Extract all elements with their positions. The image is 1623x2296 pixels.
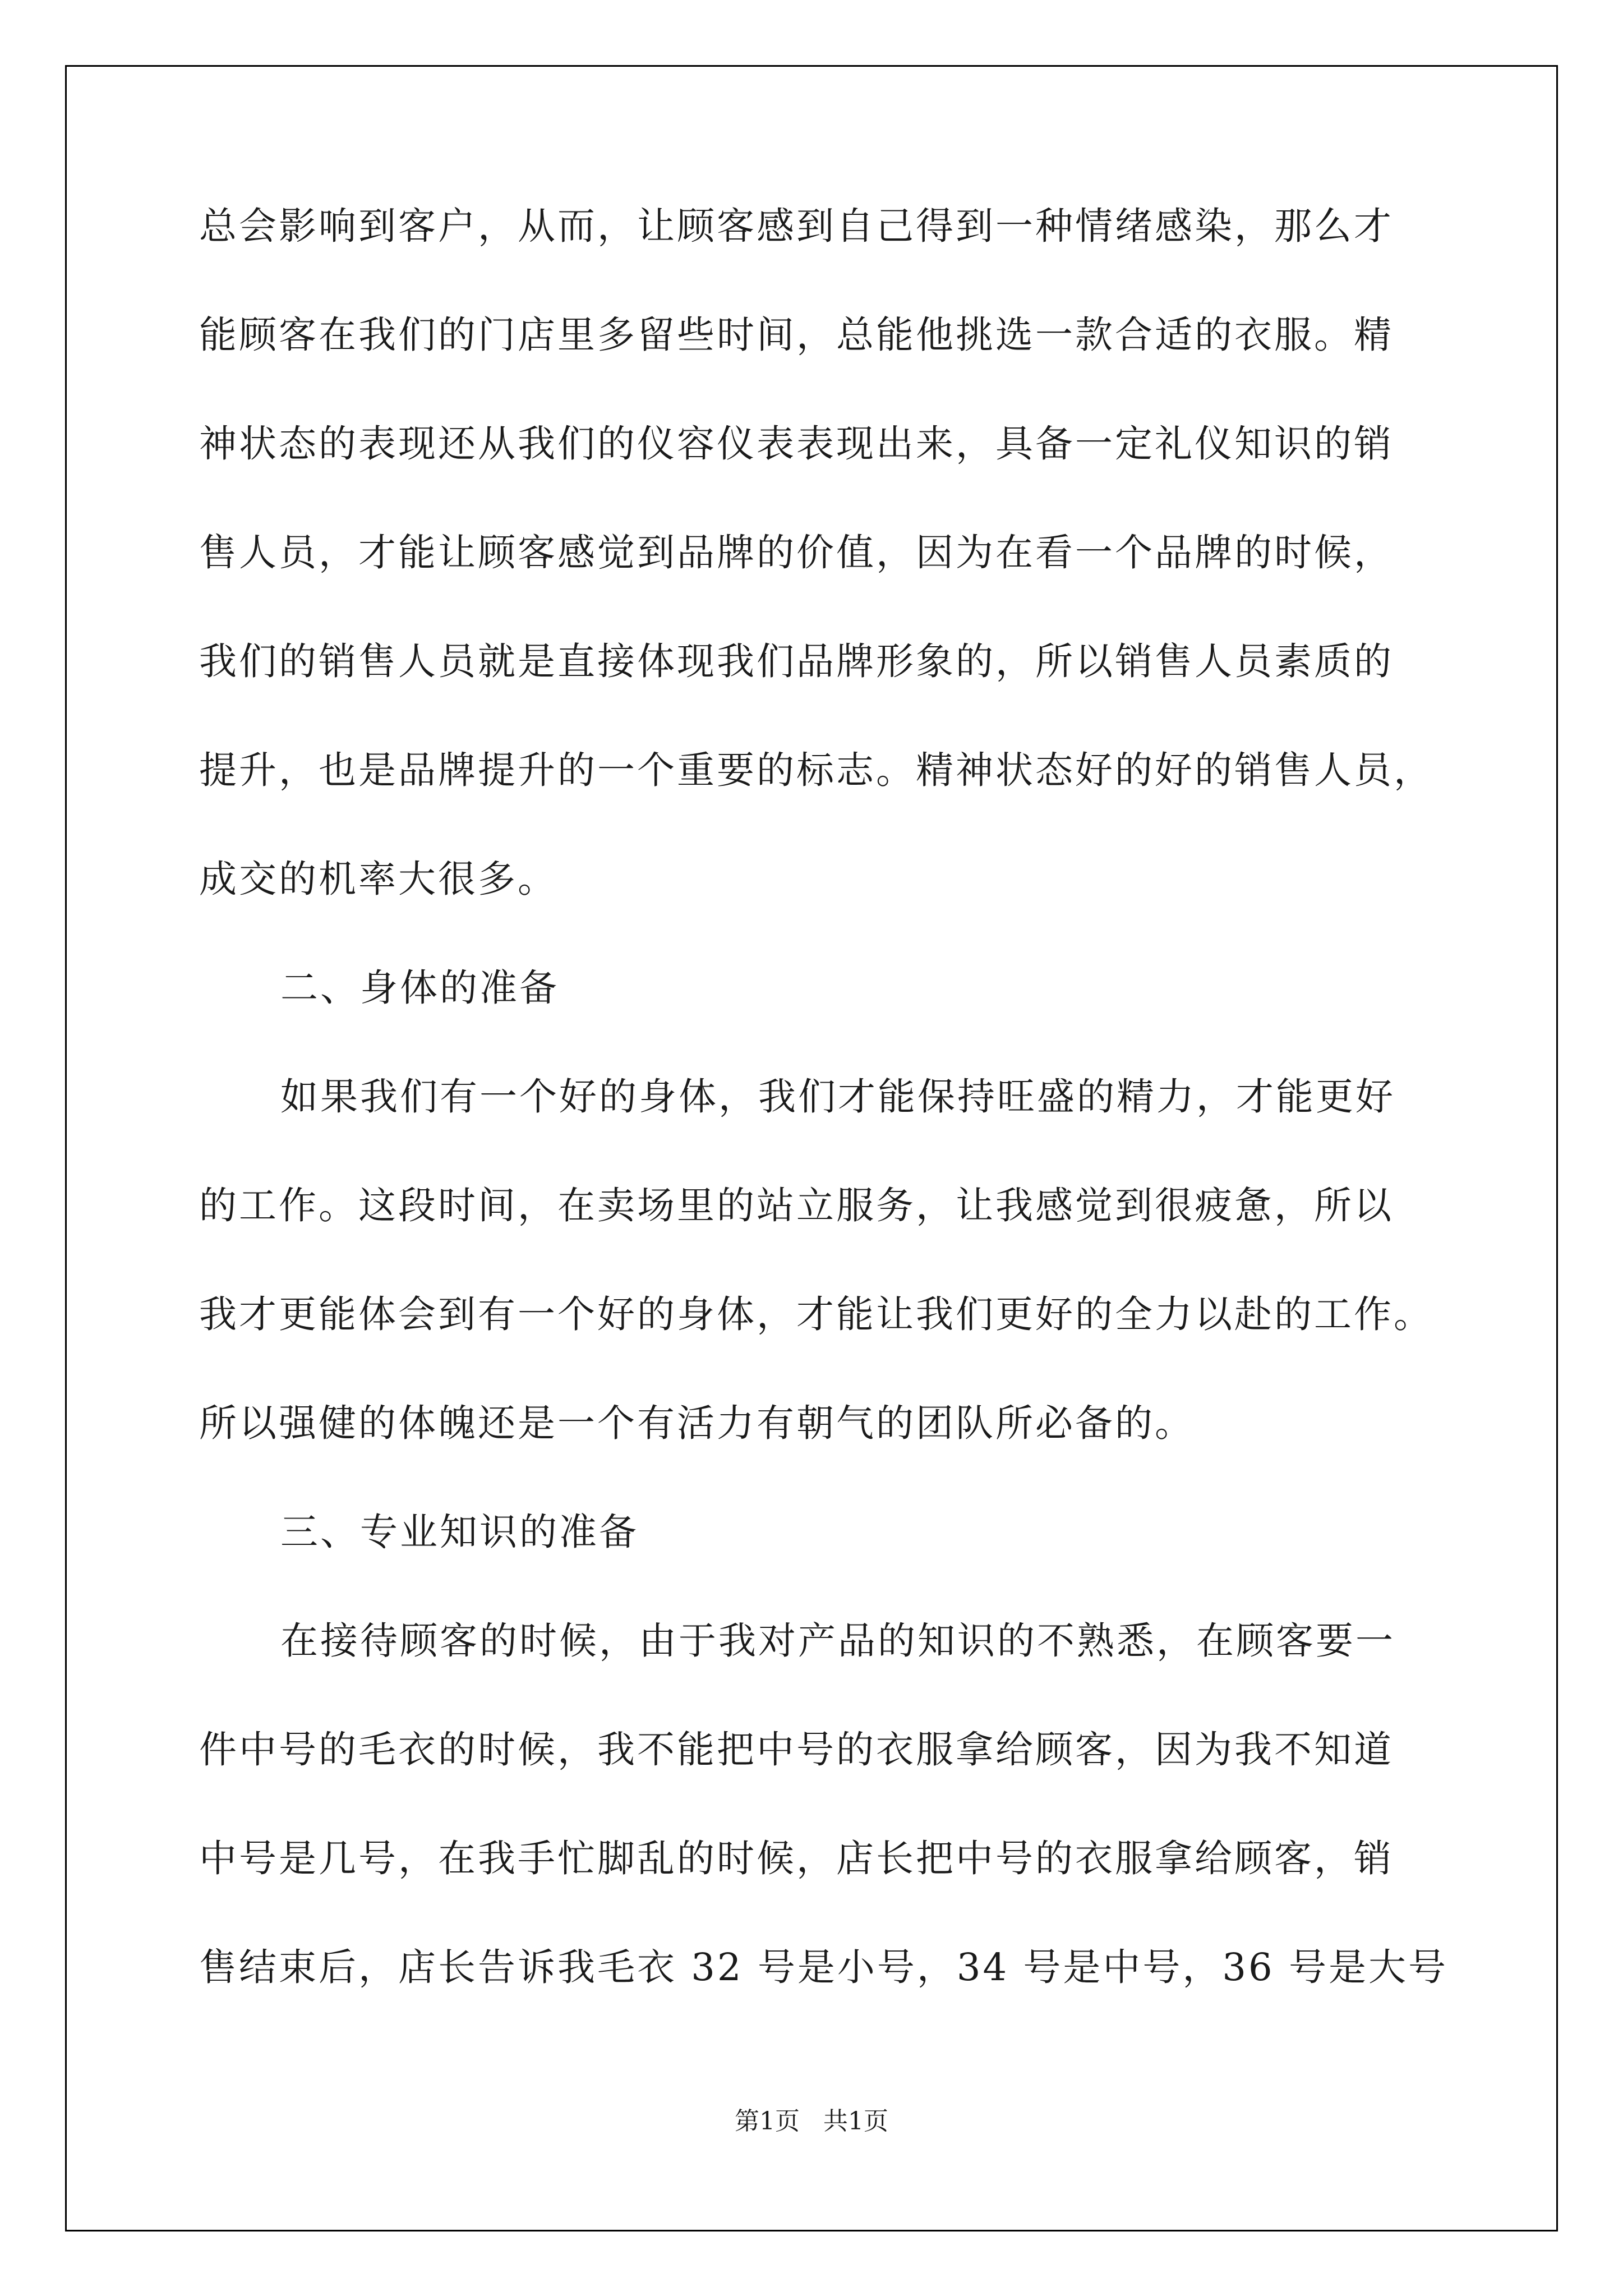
paragraph-line: 我们的销售人员就是直接体现我们品牌形象的，所以销售人员素质的 — [199, 639, 1394, 683]
paragraph-line: 提升，也是品牌提升的一个重要的标志。精神状态好的好的销售人员， — [199, 748, 1433, 792]
paragraph-line: 神状态的表现还从我们的仪容仪表表现出来，具备一定礼仪知识的销 — [199, 422, 1394, 466]
paragraph-line: 总会影响到客户，从而，让顾客感到自己得到一种情绪感染，那么才 — [199, 204, 1394, 248]
paragraph-line: 能顾客在我们的门店里多留些时间，总能他挑选一款合适的衣服。精 — [199, 313, 1394, 357]
page-footer: 第1页 共1页 — [735, 2107, 888, 2136]
document-body — [199, 204, 1448, 2058]
paragraph-line: 中号是几号，在我手忙脚乱的时候，店长把中号的衣服拿给顾客，销 — [199, 1837, 1394, 1880]
paragraph-line: 成交的机率大很多。 — [199, 857, 557, 901]
paragraph-line: 所以强健的体魄还是一个有活力有朝气的团队所必备的。 — [199, 1401, 1195, 1445]
section-heading: 三、专业知识的准备 — [280, 1510, 639, 1554]
paragraph-line: 我才更能体会到有一个好的身体，才能让我们更好的全力以赴的工作。 — [199, 1292, 1433, 1336]
section-heading: 二、身体的准备 — [280, 966, 559, 1010]
paragraph-line: 件中号的毛衣的时候，我不能把中号的衣服拿给顾客，因为我不知道 — [199, 1728, 1394, 1772]
paragraph-line: 售人员，才能让顾客感觉到品牌的价值，因为在看一个品牌的时候， — [199, 531, 1394, 574]
paragraph-line: 在接待顾客的时候，由于我对产品的知识的不熟悉，在顾客要一 — [280, 1619, 1395, 1663]
paragraph-line: 售结束后，店长告诉我毛衣 32 号是小号，34 号是中号，36 号是大号 — [199, 1945, 1448, 1989]
paragraph-line: 如果我们有一个好的身体，我们才能保持旺盛的精力，才能更好 — [280, 1075, 1395, 1119]
paragraph-line: 的工作。这段时间，在卖场里的站立服务，让我感觉到很疲惫，所以 — [199, 1184, 1394, 1227]
